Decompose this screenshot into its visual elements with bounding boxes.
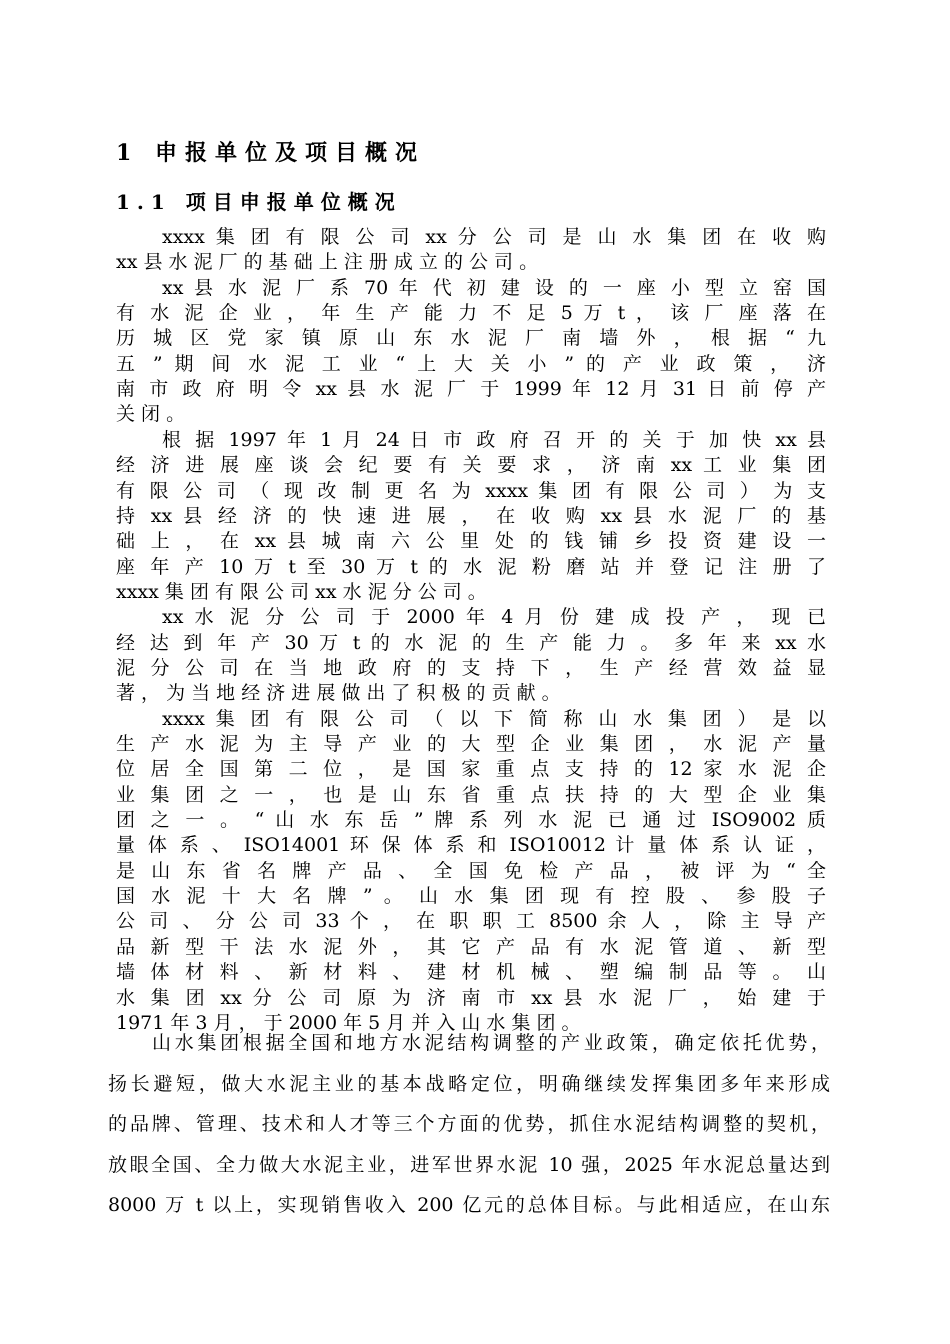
text-line: 山水集团根据全国和地方水泥结构调整的产业政策，确定依托优势，	[152, 1032, 830, 1054]
text-line: 8000 万 t 以上，实现销售收入 200 亿元的总体目标。与此相适应，在山东	[108, 1194, 830, 1216]
text-line: 历 城 区 党 家 镇 原 山 东 水 泥 厂 南 墙 外 ， 根 据 “ 九	[116, 327, 826, 350]
text-line: 位 居 全 国 第 二 位 ， 是 国 家 重 点 支 持 的 12 家 水 泥 企	[116, 758, 826, 781]
subsection-heading: 1.1 项目申报单位概况	[116, 190, 402, 214]
text-line: xx 县 水 泥 厂 的 基 础 上 注 册 成 立 的 公 司 。	[116, 251, 539, 274]
text-line: xxxx 集 团 有 限 公 司 xx 分 公 司 是 山 水 集 团 在 收 购	[162, 226, 826, 248]
text-line: 持 xx 县 经 济 的 快 速 进 展 ， 在 收 购 xx 县 水 泥 厂 的 基	[116, 504, 826, 527]
text-line: xx 水 泥 分 公 司 于 2000 年 4 月 份 建 成 投 产 ， 现 已	[162, 606, 826, 629]
text-line: 五 ” 期 间 水 泥 工 业 “ 上 大 关 小 ” 的 产 业 政 策 ， 济	[116, 352, 826, 375]
text-line: 是 山 东 省 名 牌 产 品 、 全 国 免 检 产 品 ， 被 评 为 “ 全	[116, 859, 826, 882]
text-line: 关 闭 。	[116, 403, 186, 426]
text-line: 扬长避短，做大水泥主业的基本战略定位，明确继续发挥集团多年来形成	[108, 1072, 830, 1095]
text-line: 公 司 、 分 公 司 33 个 ， 在 职 职 工 8500 余 人 ， 除 主 导 产	[116, 910, 826, 933]
text-line: 水 集 团 xx 分 公 司 原 为 济 南 市 xx 县 水 泥 厂 ， 始 建 于	[116, 986, 826, 1009]
text-line: 经 达 到 年 产 30 万 t 的 水 泥 的 生 产 能 力 。 多 年 来 xx 水	[116, 631, 826, 654]
text-line: 生 产 水 泥 为 主 导 产 业 的 大 型 企 业 集 团 ， 水 泥 产 量	[116, 733, 826, 755]
text-line: 量 体 系 、 ISO14001 环 保 体 系 和 ISO10012 计 量 体 系 认 证 ，	[116, 834, 826, 857]
text-line: 有 限 公 司 （ 现 改 制 更 名 为 xxxx 集 团 有 限 公 司 ） 为 支	[116, 479, 826, 502]
text-line: 础 上 ， 在 xx 县 城 南 六 公 里 处 的 钱 铺 乡 投 资 建 设 一	[116, 530, 826, 553]
text-line: 有 水 泥 企 业 ， 年 生 产 能 力 不 足 5 万 t ， 该 厂 座 落 在	[116, 302, 826, 325]
text-line: 的品牌、管理、技术和人才等三个方面的优势，抓住水泥结构调整的契机，	[108, 1113, 830, 1135]
text-line: 放眼全国、全力做大水泥主业，进军世界水泥 10 强，2025 年水泥总量达到	[108, 1153, 830, 1176]
text-line: 座 年 产 10 万 t 至 30 万 t 的 水 泥 粉 磨 站 并 登 记 注 册 了	[116, 555, 826, 578]
text-line: 国 水 泥 十 大 名 牌 ” 。 山 水 集 团 现 有 控 股 、 参 股 子	[116, 885, 826, 908]
text-line: 品 新 型 干 法 水 泥 外 ， 其 它 产 品 有 水 泥 管 道 、 新 型	[116, 935, 826, 958]
text-line: 墙 体 材 料 、 新 材 料 、 建 材 机 械 、 塑 编 制 品 等 。 山	[116, 961, 826, 984]
text-line: xx 县 水 泥 厂 系 70 年 代 初 建 设 的 一 座 小 型 立 窑 国	[162, 276, 826, 299]
text-line: xxxx 集 团 有 限 公 司 （ 以 下 简 称 山 水 集 团 ） 是 以	[162, 707, 826, 730]
text-line: 团 之 一 。 “ 山 水 东 岳 ” 牌 系 列 水 泥 已 通 过 ISO9002 质	[116, 809, 826, 832]
text-line: 1971 年 3 月 ， 于 2000 年 5 月 并 入 山 水 集 团 。	[116, 1011, 581, 1034]
text-line: 根 据 1997 年 1 月 24 日 市 政 府 召 开 的 关 于 加 快 xx 县	[162, 428, 826, 451]
text-line: 南 市 政 府 明 令 xx 县 水 泥 厂 于 1999 年 12 月 31 日 前 停 产	[116, 378, 826, 401]
section-heading: 1 申报单位及项目概况	[116, 140, 425, 166]
text-line: 泥 分 公 司 在 当 地 政 府 的 支 持 下 ， 生 产 经 营 效 益 显	[116, 656, 826, 679]
text-line: 经 济 进 展 座 谈 会 纪 要 有 关 要 求 ， 济 南 xx 工 业 集 团	[116, 454, 826, 477]
text-line: xxxx 集 团 有 限 公 司 xx 水 泥 分 公 司 。	[116, 580, 487, 603]
text-line: 著 ， 为 当 地 经 济 进 展 做 出 了 积 极 的 贡 献 。	[116, 682, 561, 705]
text-line: 业 集 团 之 一 ， 也 是 山 东 省 重 点 扶 持 的 大 型 企 业 集	[116, 783, 826, 806]
